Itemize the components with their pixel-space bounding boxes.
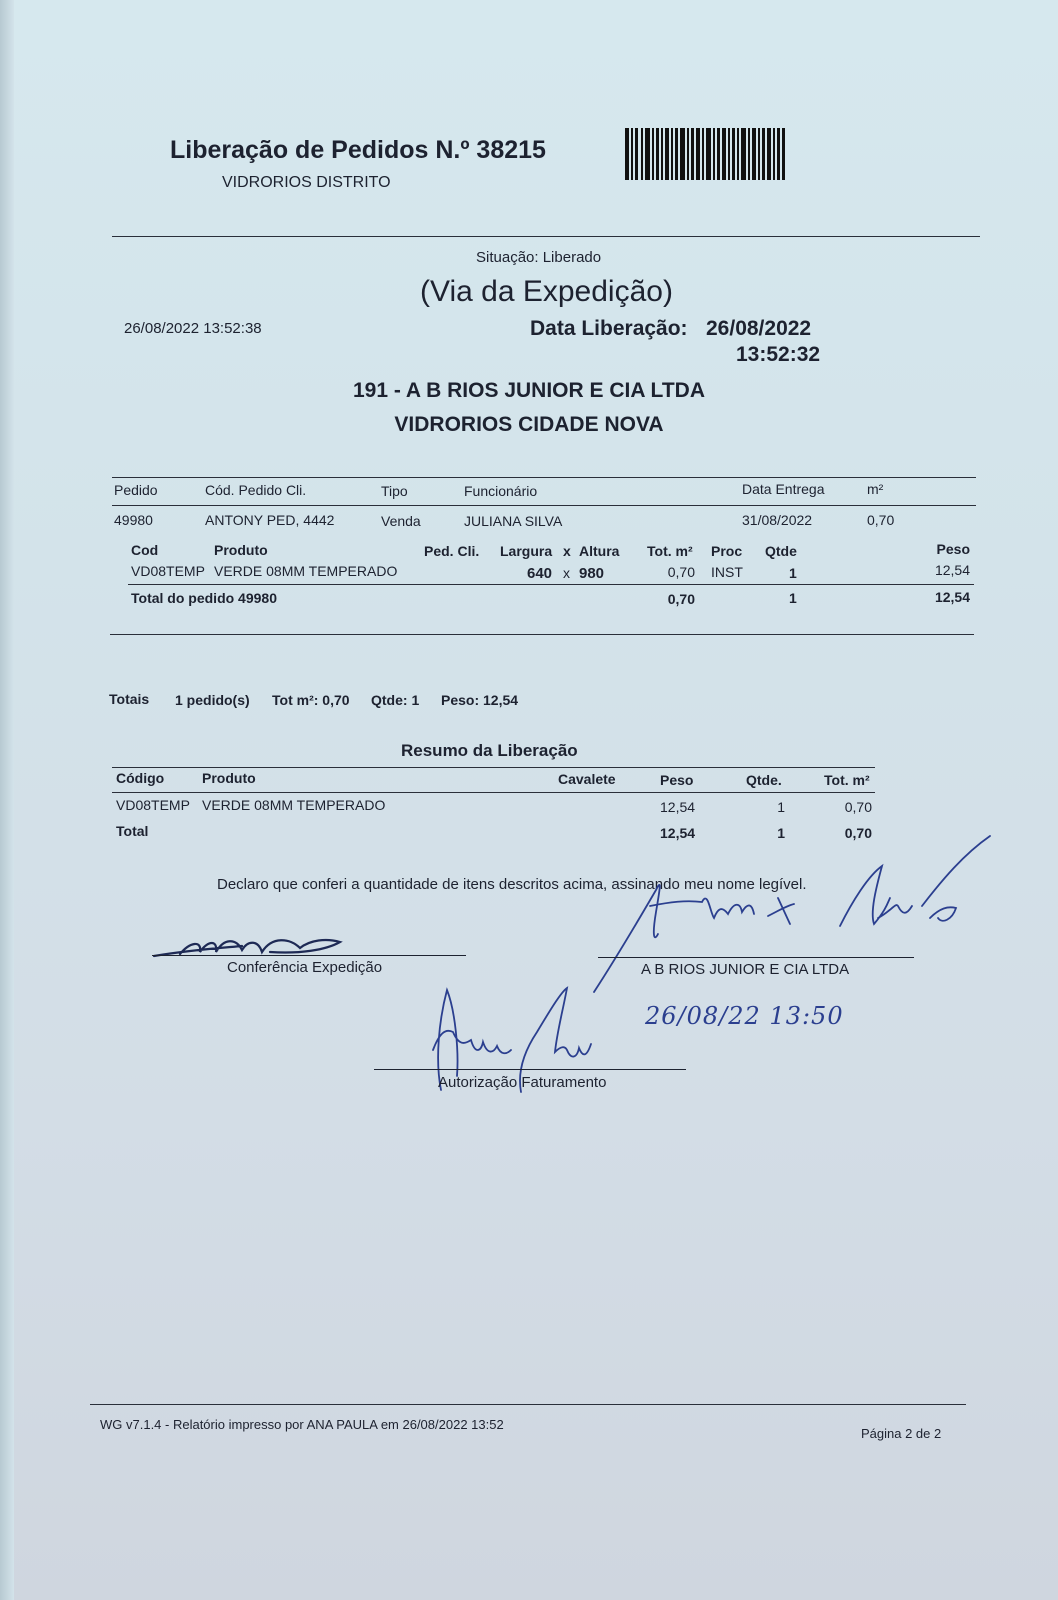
release-date: 26/08/2022 (706, 317, 812, 340)
item-col-x: x (563, 543, 571, 559)
handwritten-date: 26/08/22 13:50 (645, 1002, 844, 1030)
status-text: Situação: Liberado (476, 249, 602, 266)
summary-codigo: VD08TEMP (116, 797, 190, 813)
summary-col-peso: Peso (660, 772, 694, 788)
declaration-text: Declaro que conferi a quantidade de itens descritos acima, assinando meu nome legível. (217, 876, 807, 893)
item-x: x (563, 565, 570, 581)
item-col-cod: Cod (131, 542, 159, 558)
item-proc: INST (711, 564, 743, 580)
document-title: Liberação de Pedidos N.º 38215 (170, 136, 546, 164)
order-total-qtde: 1 (789, 590, 797, 606)
footer-rule (90, 1404, 966, 1405)
print-datetime: 26/08/2022 13:52:38 (124, 320, 262, 337)
barcode (625, 128, 785, 180)
summary-produto: VERDE 08MM TEMPERADO (202, 797, 386, 813)
autorizacao-signature-line (374, 1069, 686, 1070)
conferencia-label: Conferência Expedição (227, 959, 383, 976)
summary-col-cavalete: Cavalete (558, 771, 616, 787)
item-largura: 640 (527, 565, 553, 582)
release-time: 13:52:32 (736, 343, 821, 366)
item-peso: 12,54 (934, 562, 970, 578)
summary-col-qtde: Qtde. (746, 772, 782, 788)
summary-qtde: 1 (777, 799, 785, 815)
order-total-label: Total do pedido 49980 (131, 590, 277, 606)
item-col-qtde: Qtde (765, 543, 797, 559)
order-tipo: Venda (381, 513, 421, 529)
summary-total-tot-m2: 0,70 (844, 825, 872, 841)
client-name: 191 - A B RIOS JUNIOR E CIA LTDA (353, 379, 705, 402)
item-altura: 980 (579, 565, 605, 582)
col-tipo: Tipo (381, 483, 408, 499)
col-data-entrega: Data Entrega (742, 481, 825, 497)
order-header-rule (112, 505, 976, 506)
item-col-altura: Altura (579, 543, 620, 559)
order-data-entrega: 31/08/2022 (742, 512, 813, 528)
col-funcionario: Funcionário (464, 483, 538, 499)
summary-col-codigo: Código (116, 770, 165, 786)
client-branch: VIDRORIOS CIDADE NOVA (394, 413, 664, 436)
totals-qtde: Qtde: 1 (371, 692, 420, 708)
summary-top-rule (112, 767, 875, 768)
col-pedido: Pedido (114, 482, 158, 498)
client-signature-line (598, 957, 914, 958)
release-date-label: Data Liberação: (530, 317, 688, 340)
order-total-rule (128, 584, 974, 585)
totals-tot-m2: Tot m²: 0,70 (272, 692, 350, 708)
order-m2: 0,70 (867, 512, 895, 528)
order-total-peso: 12,54 (934, 589, 970, 605)
conferencia-signature-line (152, 955, 466, 956)
order-table-bottom-rule (110, 634, 974, 635)
summary-total-peso: 12,54 (660, 825, 696, 841)
client-signature-label: A B RIOS JUNIOR E CIA LTDA (641, 961, 850, 978)
item-col-largura: Largura (500, 543, 553, 559)
summary-total-label: Total (116, 823, 149, 839)
conferencia-signature (150, 928, 360, 962)
footer-printed-by: WG v7.1.4 - Relatório impresso por ANA PAULA em 26/08/2022 13:52 (100, 1417, 504, 1432)
issuer-company: VIDRORIOS DISTRITO (222, 174, 391, 191)
order-table-top-rule (112, 477, 976, 478)
autorizacao-label: Autorização Faturamento (438, 1074, 607, 1091)
copy-type: (Via da Expedição) (420, 275, 673, 308)
item-col-ped-cli: Ped. Cli. (424, 543, 480, 559)
item-col-peso: Peso (936, 541, 970, 557)
order-cod-pedido-cli: ANTONY PED, 4442 (205, 512, 335, 528)
item-tot-m2: 0,70 (667, 564, 695, 580)
totals-label: Totais (109, 691, 150, 707)
totals-pedidos: 1 pedido(s) (175, 692, 250, 708)
item-col-tot-m2: Tot. m² (647, 543, 693, 559)
item-produto: VERDE 08MM TEMPERADO (214, 563, 398, 579)
summary-col-produto: Produto (202, 770, 256, 786)
summary-total-qtde: 1 (777, 825, 785, 841)
item-cod: VD08TEMP (131, 563, 205, 579)
summary-header-rule (112, 792, 875, 793)
order-funcionario: JULIANA SILVA (464, 513, 563, 529)
summary-peso: 12,54 (660, 799, 696, 815)
page-number: Página 2 de 2 (861, 1426, 942, 1441)
header-divider (112, 236, 980, 237)
summary-col-tot-m2: Tot. m² (824, 772, 870, 788)
item-col-proc: Proc (711, 543, 743, 559)
order-total-tot-m2: 0,70 (667, 591, 695, 607)
summary-title: Resumo da Liberação (401, 741, 578, 760)
item-qtde: 1 (789, 565, 797, 581)
order-pedido: 49980 (114, 512, 153, 528)
item-col-produto: Produto (214, 542, 268, 558)
summary-tot-m2: 0,70 (844, 799, 872, 815)
col-cod-pedido-cli: Cód. Pedido Cli. (205, 482, 307, 498)
totals-peso: Peso: 12,54 (441, 692, 519, 708)
col-m2: m² (867, 481, 884, 497)
